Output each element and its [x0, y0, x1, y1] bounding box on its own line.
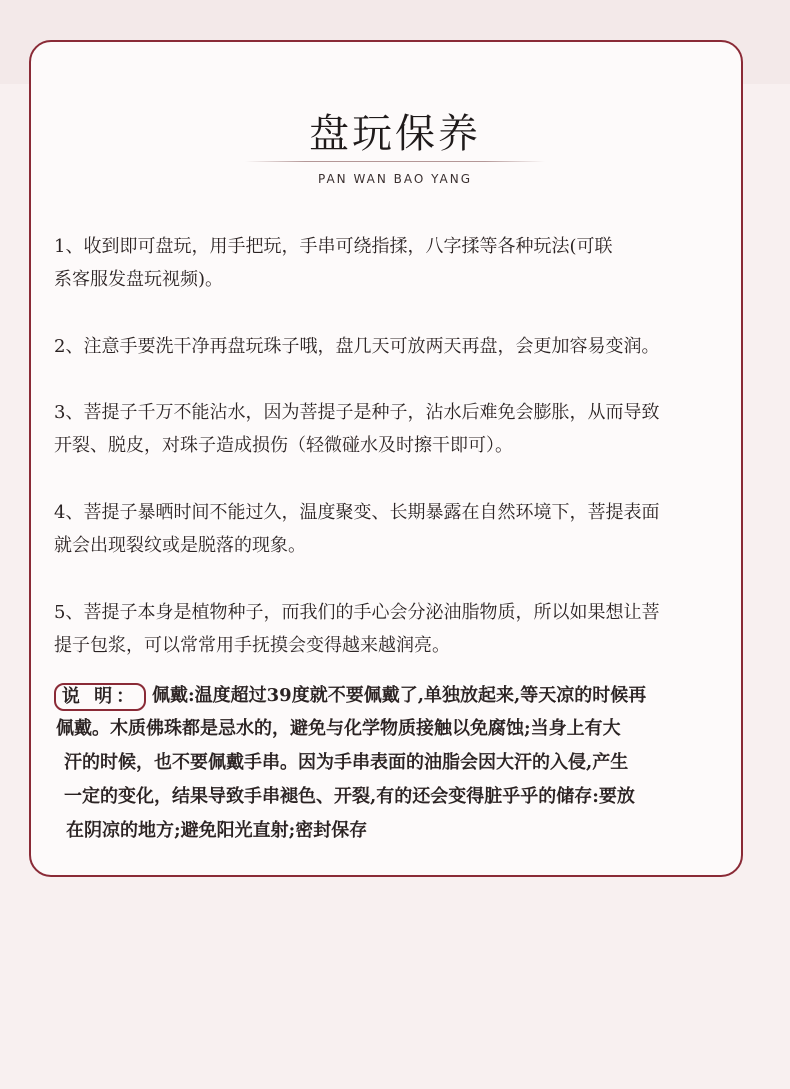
tip-5-line-2: 提子包浆，可以常常用手抚摸会变得越来越润亮。 [54, 635, 450, 656]
tip-3-line-1: 3、菩提子千万不能沾水，因为菩提子是种子，沾水后难免会膨胀，从而导致 [54, 402, 660, 423]
tip-5 [54, 596, 744, 662]
tip-2-line-1: 2、注意手要洗干净再盘玩珠子哦，盘几天可放两天再盘，会更加容易变润。 [54, 336, 660, 357]
tip-1 [54, 230, 744, 296]
tip-1-line-2: 系客服发盘玩视频)。 [54, 269, 224, 290]
page-title: 盘玩保养 [309, 111, 481, 157]
tip-3-line-2: 开裂、脱皮，对珠子造成损伤（轻微碰水及时擦干即可）。 [54, 435, 513, 456]
tip-4-line-2: 就会出现裂纹或是脱落的现象。 [54, 535, 306, 556]
page-subtitle: PAN WAN BAO YANG [317, 172, 473, 186]
note-badge: 说 明： [54, 683, 146, 711]
note-line-1: 佩戴:温度超过39度就不要佩戴了,单独放起来,等天凉的时候再 [152, 685, 647, 706]
tip-2 [54, 330, 744, 363]
note-line-2: 佩戴。木质佛珠都是忌水的，避免与化学物质接触以免腐蚀;当身上有大 [56, 718, 621, 739]
note-line-3: 汗的时候，也不要佩戴手串。因为手串表面的油脂会因大汗的入侵,产生 [64, 752, 629, 773]
tip-5-line-1: 5、菩提子本身是植物种子，而我们的手心会分泌油脂物质，所以如果想让菩 [54, 602, 660, 623]
note-line-5: 在阴凉的地方;避免阳光直射;密封保存 [66, 820, 368, 841]
tip-4-line-1: 4、菩提子暴晒时间不能过久，温度聚变、长期暴露在自然环境下，菩提表面 [54, 502, 660, 523]
tip-1-line-1: 1、收到即可盘玩，用手把玩，手串可绕指揉，八字揉等各种玩法(可联 [54, 236, 613, 257]
tip-4 [54, 496, 744, 562]
tip-3 [54, 396, 744, 462]
note-line-4: 一定的变化，结果导致手串褪色、开裂,有的还会变得脏乎乎的储存:要放 [64, 786, 635, 807]
title-divider [245, 161, 545, 162]
